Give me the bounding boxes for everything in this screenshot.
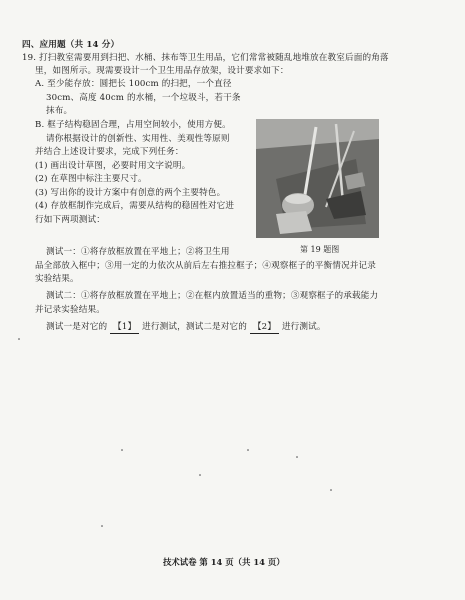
scan-speck [101, 525, 103, 527]
figure-caption: 第 19 题图 [300, 245, 340, 254]
requirement-a-line-2: 30cm、高度 40cm 的水桶，一个垃圾斗，若干条 [46, 93, 241, 103]
requirement-a-line-1: A. 至少能存放：圆把长 100cm 的扫把，一个直径 [35, 79, 232, 89]
page-footer: 技术试卷 第 14 页（共 14 页） [163, 557, 285, 567]
scan-speck [121, 449, 123, 451]
scan-speck [199, 474, 201, 476]
task-4-line-1: (4) 存放框制作完成后，需要从结构的稳固性对它进 [35, 201, 235, 211]
test-1-line-1: 测试一：①将存放框放置在平地上；②将卫生用 [46, 247, 230, 257]
task-1: (1) 画出设计草图，必要时用文字说明。 [35, 161, 191, 171]
instruction-line-1: 请你根据设计的创新性、实用性、美观性等原则 [46, 134, 230, 144]
section-title: 四、应用题（共 14 分） [22, 40, 120, 50]
fill-prefix: 测试一是对它的 [46, 322, 108, 332]
question-line-1: 19. 打扫教室需要用到扫把、水桶、抹布等卫生用品，它们常常被随乱地堆放在教室后面的角落 [22, 53, 389, 63]
blank-2[interactable]: 【2】 [250, 322, 279, 334]
instruction-line-2: 并结合上述设计要求，完成下列任务： [35, 147, 184, 157]
test-2-line-1: 测试二：①将存放框放置在平地上；②在框内放置适当的重物；③观察框子的承载能力 [46, 291, 379, 301]
question-19-photo [256, 119, 379, 238]
scan-speck [18, 338, 20, 340]
test-2-line-2: 并记录实验结果。 [35, 305, 105, 315]
task-4-line-2: 行如下两项测试： [35, 215, 105, 225]
fill-middle: 进行测试，测试二是对它的 [142, 322, 248, 332]
test-1-line-3: 实验结果。 [35, 274, 79, 284]
fill-in-sentence [46, 322, 326, 334]
test-1-line-2: 品全部放入框中；③用一定的力依次从前后左右推拉框子；④观察框子的平衡情况并记录 [35, 261, 377, 271]
fill-suffix: 进行测试。 [281, 322, 326, 332]
question-line-2: 里，如图所示。现需要设计一个卫生用品存放架，设计要求如下： [35, 66, 289, 76]
scan-speck [296, 456, 298, 458]
requirement-b: B. 框子结构稳固合理，占用空间较小，使用方便。 [35, 120, 231, 130]
blank-1[interactable]: 【1】 [110, 322, 139, 334]
task-2: (2) 在草图中标注主要尺寸。 [35, 174, 147, 184]
scan-speck [330, 489, 332, 491]
requirement-a-line-3: 抹布。 [46, 106, 73, 116]
scan-speck [247, 449, 249, 451]
task-3: (3) 写出你的设计方案中有创意的两个主要特色。 [35, 188, 226, 198]
